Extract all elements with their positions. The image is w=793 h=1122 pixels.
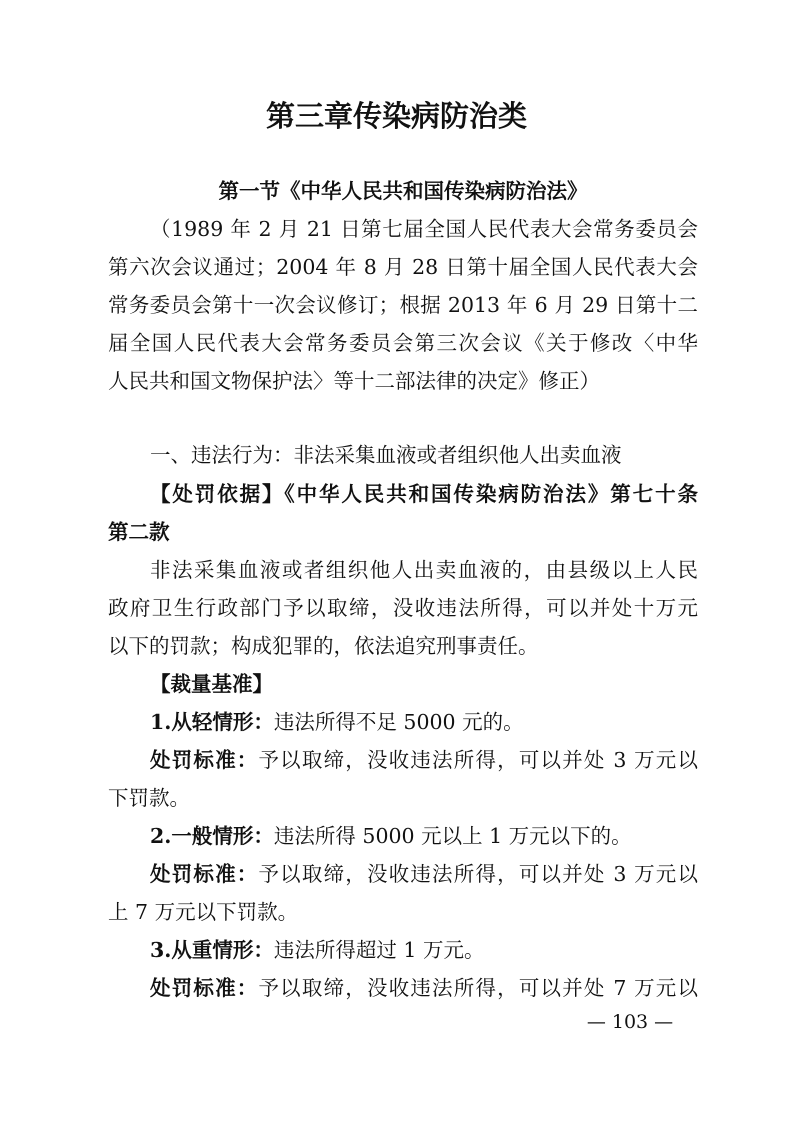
penalty-label: 处罚标准： bbox=[150, 976, 259, 1000]
penalty-text: 予以取缔，没收违法所得，可以并处 7 万元以 bbox=[258, 976, 698, 1000]
history-line: 第六次会议通过；2004 年 8 月 28 日第十届全国人民代表大会 bbox=[108, 255, 698, 279]
chapter-title: 第三章传染病防治类 bbox=[265, 99, 527, 133]
level-general bbox=[150, 821, 698, 851]
penalty-standard bbox=[150, 973, 698, 1003]
level-heavy bbox=[150, 935, 698, 965]
page-number: — 103 — bbox=[586, 1011, 674, 1033]
level-text: 违法所得超过 1 万元。 bbox=[273, 938, 485, 962]
penalty-text: 予以取缔，没收违法所得，可以并处 3 万元以 bbox=[258, 748, 698, 772]
penalty-label: 处罚标准： bbox=[150, 748, 259, 772]
basis-text-line: 以下的罚款；构成犯罪的，依法追究刑事责任。 bbox=[108, 634, 539, 658]
penalty-standard bbox=[150, 745, 698, 775]
basis-text-line: 政府卫生行政部门予以取缔，没收违法所得，可以并处十万元 bbox=[108, 596, 698, 620]
history-line: 届全国人民代表大会常务委员会第三次会议《关于修改〈中华 bbox=[108, 331, 698, 355]
level-label: 2.一般情形： bbox=[150, 824, 274, 848]
discretion-heading: 【裁量基准】 bbox=[150, 672, 273, 696]
penalty-text: 予以取缔，没收违法所得，可以并处 3 万元以 bbox=[258, 862, 698, 886]
level-light bbox=[150, 707, 698, 737]
history-line: （1989 年 2 月 21 日第七届全国人民代表大会常务委员会 bbox=[150, 217, 698, 241]
section-title: 第一节《中华人民共和国传染病防治法》 bbox=[218, 179, 588, 203]
basis-text-line: 非法采集血液或者组织他人出卖血液的，由县级以上人民 bbox=[150, 558, 698, 582]
penalty-text-cont: 上 7 万元以下罚款。 bbox=[108, 900, 299, 924]
history-line: 人民共和国文物保护法〉等十二部法律的决定》修正） bbox=[108, 369, 600, 393]
level-label: 3.从重情形： bbox=[150, 938, 274, 962]
penalty-text-cont: 下罚款。 bbox=[108, 786, 190, 810]
level-text: 违法所得不足 5000 元的。 bbox=[273, 710, 524, 734]
history-line: 常务委员会第十一次会议修订；根据 2013 年 6 月 29 日第十二 bbox=[108, 293, 698, 317]
penalty-label: 处罚标准： bbox=[150, 862, 259, 886]
violation-heading: 一、违法行为：非法采集血液或者组织他人出卖血液 bbox=[150, 443, 622, 467]
basis-heading-cont: 第二款 bbox=[108, 520, 170, 544]
level-label: 1.从轻情形： bbox=[150, 710, 274, 734]
basis-heading: 【处罚依据】《中华人民共和国传染病防治法》第七十条 bbox=[150, 482, 698, 506]
penalty-standard bbox=[150, 859, 698, 889]
level-text: 违法所得 5000 元以上 1 万元以下的。 bbox=[273, 824, 632, 848]
